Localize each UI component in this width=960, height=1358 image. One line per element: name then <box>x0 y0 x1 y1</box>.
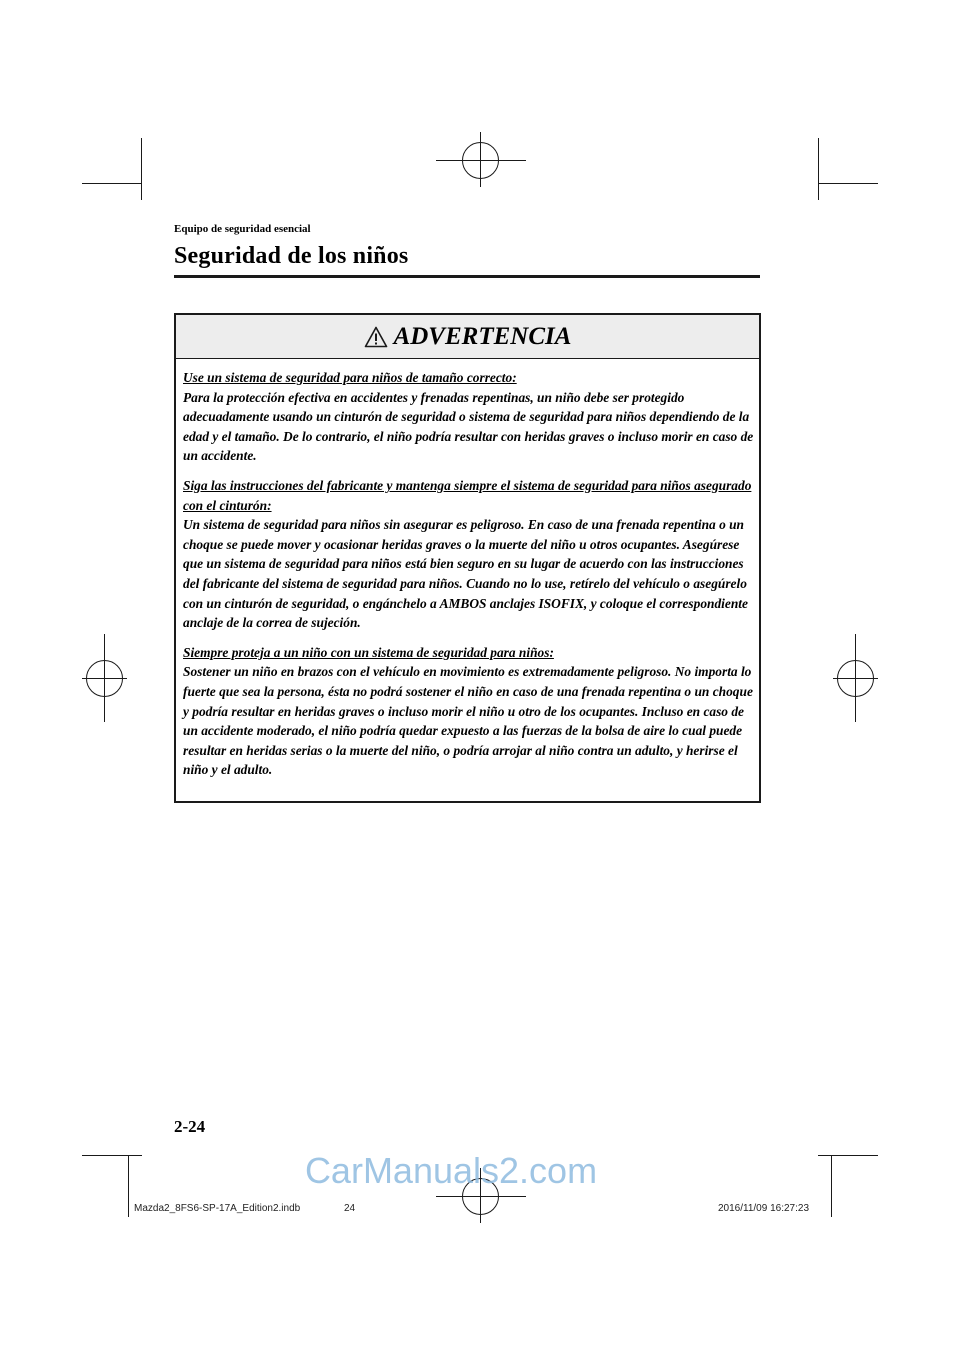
warning-paragraph <box>183 368 754 466</box>
warning-paragraph <box>183 643 754 780</box>
warning-paragraph-text: Para la protección efectiva en accidentes y frenadas repentinas, un niño debe ser protegido adecuadamente usando un cinturón de seguridad o sistema de seguridad para niños dependiendo de la edad y el tamaño. De lo contrario, el niño podría resultar con heridas graves o incluso morir en caso de un accidente. <box>183 389 754 464</box>
warning-body <box>176 359 759 780</box>
footer-page: 24 <box>344 1203 356 1214</box>
warning-header <box>176 315 759 359</box>
warning-paragraph <box>183 476 754 633</box>
warning-paragraph-text: Sostener un niño en brazos con el vehículo en movimiento es extremadamente peligroso. No importa lo fuerte que sea la persona, ésta no podrá sostener el niño en caso de una frenada repentina o un choque y podría resultar en heridas graves o incluso morir el niño u otro de los ocupantes. Incluso en caso de un accidente moderado, el niño podría quedar expuesto a las fuerzas de la bolsa de aire lo cual puede resultar en heridas serias o la muerte del niño, o podría arrojar al niño contra un adulto, y herirse el niño y el adulto. <box>183 664 753 778</box>
warning-triangle-icon <box>364 326 388 348</box>
warning-title: ADVERTENCIA <box>393 322 572 350</box>
warning-paragraph-lead: Siga las instrucciones del fabricante y mantenga siempre el sistema de seguridad para niños asegurado con el cinturón: <box>183 477 752 513</box>
warning-paragraph-lead: Siempre proteja a un niño con un sistema de seguridad para niños: <box>183 644 554 660</box>
warning-paragraph-text: Un sistema de seguridad para niños sin asegurar es peligroso. En caso de una frenada repentina o un choque se puede mover y ocasionar heridas graves o la muerte del niño u otros ocupantes. Asegúrese que un sistema de seguridad para niños está bien seguro en su lugar de acuerdo con las instrucciones del fabricante del sistema de seguridad para niños. Cuando no lo use, retírelo del vehículo o asegúrelo con un cinturón de seguridad, o engánchelo a AMBOS anclajes ISOFIX, y coloque el correspondiente anclaje de la correa de sujeción. <box>183 517 748 631</box>
page-number: 2-24 <box>174 1117 206 1136</box>
title-rule <box>174 275 760 278</box>
footer-timestamp: 2016/11/09 16:27:23 <box>718 1203 810 1214</box>
section-label: Equipo de seguridad esencial <box>174 223 311 235</box>
warning-box <box>174 313 761 803</box>
watermark: CarManuals2.com <box>304 1150 598 1191</box>
page-title: Seguridad de los niños <box>174 243 409 269</box>
warning-paragraph-lead: Use un sistema de seguridad para niños de tamaño correcto: <box>183 370 517 385</box>
footer-filename: Mazda2_8FS6-SP-17A_Edition2.indb <box>134 1203 301 1214</box>
